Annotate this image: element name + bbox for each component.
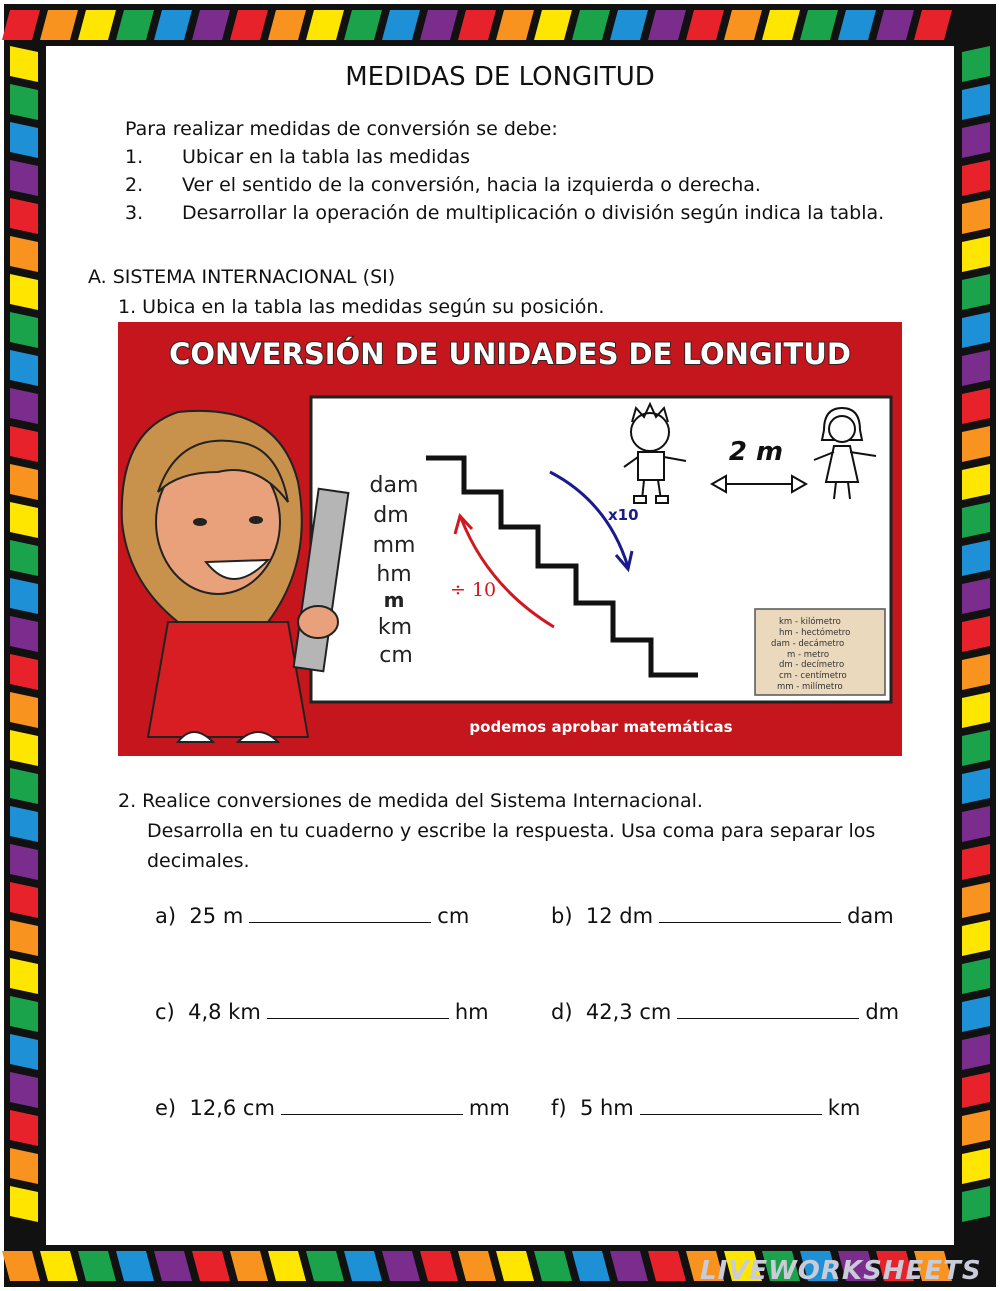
distance-label: 2 m — [728, 437, 784, 467]
unit-label: dam — [369, 473, 419, 498]
answer-blank[interactable] — [267, 1000, 449, 1019]
answer-blank[interactable] — [281, 1096, 463, 1115]
exercise-d: d) 42,3 cm dm — [551, 1000, 900, 1024]
border-tile — [10, 616, 38, 652]
border-tile — [10, 426, 38, 462]
exercise-e: e) 12,6 cm mm — [155, 1096, 510, 1120]
border-tile — [10, 160, 38, 196]
border-tile — [962, 350, 990, 386]
border-tile — [962, 692, 990, 728]
border-tile — [10, 1148, 38, 1184]
border-tile — [962, 464, 990, 500]
liveworksheets-watermark: LIVEWORKSHEETS — [700, 1256, 982, 1286]
legend-item: m - metro — [787, 650, 830, 660]
unit-label: cm — [379, 643, 413, 668]
border-tile — [10, 236, 38, 272]
border-tile — [10, 692, 38, 728]
border-tile — [962, 502, 990, 538]
steps-list — [125, 146, 884, 230]
page-title: MEDIDAS DE LONGITUD — [345, 62, 655, 92]
border-tile — [962, 806, 990, 842]
border-tile — [962, 1034, 990, 1070]
section-a-heading: A. SISTEMA INTERNACIONAL (SI) — [88, 266, 396, 288]
border-tile — [962, 996, 990, 1032]
border-tile — [962, 274, 990, 310]
border-tile — [10, 1072, 38, 1108]
border-tile — [962, 730, 990, 766]
border-tile — [10, 996, 38, 1032]
border-tile — [962, 160, 990, 196]
answer-blank[interactable] — [249, 904, 431, 923]
multiply-label: x10 — [608, 506, 639, 524]
border-tile — [10, 540, 38, 576]
exercise-a: a) 25 m cm — [155, 904, 470, 928]
step-item: 3. Desarrollar la operación de multiplicación o división según indica la tabla. — [125, 202, 885, 224]
border-tile — [962, 312, 990, 348]
border-tile — [10, 350, 38, 386]
border-tile — [10, 1186, 38, 1222]
border-tile — [10, 122, 38, 158]
border-tile — [10, 730, 38, 766]
step-item: 1. Ubicar en la tabla las medidas — [125, 146, 471, 168]
exercise-b: b) 12 dm dam — [551, 904, 894, 928]
question-2: 2. Realice conversiones de medida del Sistema Internacional. Desarrolla en tu cuaderno y escribe la respuesta. Usa coma para separar los decimales. — [118, 790, 876, 872]
border-tile — [10, 464, 38, 500]
border-tile — [10, 274, 38, 310]
border-tile — [962, 616, 990, 652]
border-tile — [962, 882, 990, 918]
exercise-c: c) 4,8 km hm — [155, 1000, 489, 1024]
conversion-poster — [118, 322, 902, 756]
border-tile — [10, 312, 38, 348]
answer-blank[interactable] — [677, 1000, 859, 1019]
legend-item: dm - decímetro — [779, 660, 845, 670]
unit-label: mm — [372, 533, 416, 558]
border-tile — [10, 920, 38, 956]
border-tile — [962, 844, 990, 880]
section-a-item1: 1. Ubica en la tabla las medidas según su posición. — [118, 296, 605, 318]
poster-credit: podemos aprobar matemáticas — [469, 718, 733, 736]
unit-label: km — [377, 615, 413, 640]
border-tile — [962, 540, 990, 576]
border-tile — [10, 502, 38, 538]
answer-blank[interactable] — [640, 1096, 822, 1115]
border-tile — [10, 654, 38, 690]
border-tile — [962, 1110, 990, 1146]
divide-label: ÷ 10 — [450, 579, 497, 601]
border-tile — [10, 882, 38, 918]
border-tile — [962, 1186, 990, 1222]
border-tile — [962, 122, 990, 158]
unit-label: m — [383, 588, 405, 612]
border-tile — [10, 958, 38, 994]
border-tile — [962, 426, 990, 462]
border-tile — [962, 958, 990, 994]
border-tile — [962, 388, 990, 424]
exercise-f: f) 5 hm km — [551, 1096, 861, 1120]
answer-blank[interactable] — [659, 904, 841, 923]
border-tile — [10, 388, 38, 424]
border-tile — [10, 806, 38, 842]
poster-title: CONVERSIÓN DE UNIDADES DE LONGITUD — [169, 337, 851, 371]
unit-label: hm — [376, 562, 412, 587]
legend-item: cm - centímetro — [779, 671, 847, 681]
border-tile — [10, 1034, 38, 1070]
border-tile — [962, 578, 990, 614]
border-tile — [962, 198, 990, 234]
legend-item: hm - hectómetro — [779, 628, 851, 638]
border-tile — [10, 1110, 38, 1146]
border-tile — [10, 578, 38, 614]
border-tile — [962, 236, 990, 272]
legend-item: mm - milímetro — [777, 682, 843, 692]
legend-item: dam - decámetro — [771, 639, 845, 649]
border-tile — [962, 654, 990, 690]
border-tile — [962, 920, 990, 956]
border-tile — [962, 768, 990, 804]
border-tile — [10, 768, 38, 804]
unit-label: dm — [373, 503, 409, 528]
step-item: 2. Ver el sentido de la conversión, hacia la izquierda o derecha. — [125, 174, 761, 196]
border-tile — [962, 1072, 990, 1108]
intro-text: Para realizar medidas de conversión se debe: — [125, 118, 558, 140]
legend-item: km - kilómetro — [779, 617, 841, 627]
border-tile — [10, 198, 38, 234]
border-tile — [10, 844, 38, 880]
border-tile — [962, 1148, 990, 1184]
